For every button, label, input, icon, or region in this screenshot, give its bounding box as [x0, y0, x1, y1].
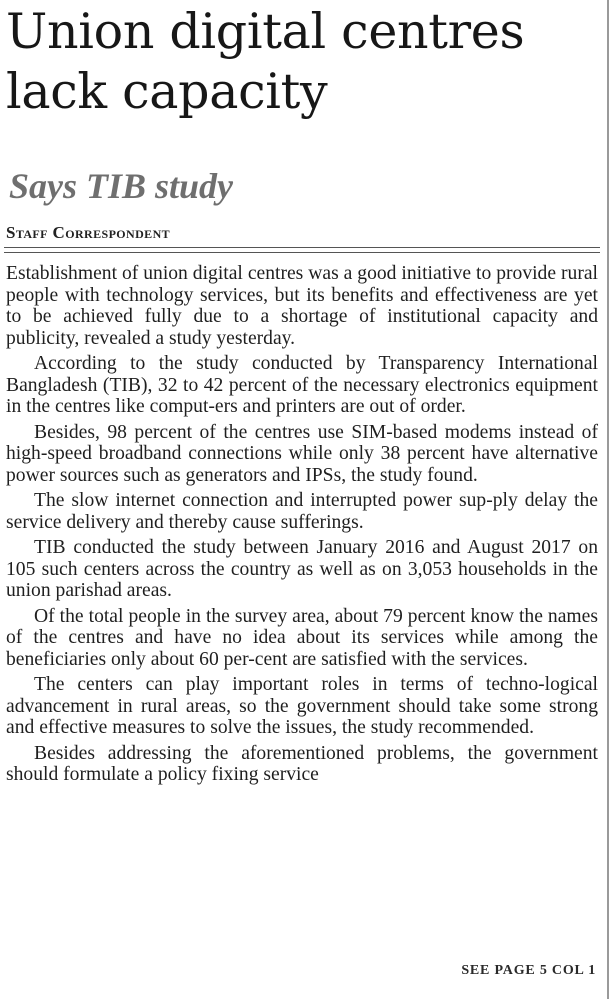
- column-rule: [607, 0, 609, 999]
- paragraph: According to the study conducted by Transparency International Bangladesh (TIB), 32 to 42 percent of the necessary electronics equipment in the centres like comput-ers and printers are out of order.: [6, 353, 598, 417]
- byline-divider-bottom: [4, 252, 600, 253]
- byline: Staff Correspondent: [6, 223, 171, 242]
- article-body: [6, 263, 598, 790]
- continuation-jump-line: SEE PAGE 5 COL 1: [461, 963, 596, 978]
- paragraph: The centers can play important roles in terms of techno-logical advancement in rural areas, so the government should take some strong and effective measures to solve the issues, the study recommended.: [6, 674, 598, 738]
- byline-divider-top: [4, 247, 600, 248]
- subheadline: Says TIB study: [9, 166, 234, 206]
- paragraph: The slow internet connection and interrupted power sup-ply delay the service delivery and thereby cause sufferings.: [6, 490, 598, 533]
- paragraph: TIB conducted the study between January 2016 and August 2017 on 105 such centers across the country as well as on 3,053 households in the union parishad areas.: [6, 537, 598, 601]
- paragraph: Besides addressing the aforementioned problems, the government should formulate a policy fixing service: [6, 742, 598, 785]
- paragraph: Of the total people in the survey area, about 79 percent know the names of the centres and have no idea about its services while among the beneficiaries only about 60 per-cent are satisfied with the services.: [6, 605, 598, 670]
- headline: Union digital centres lack capacity: [6, 3, 525, 120]
- paragraph: Establishment of union digital centres was a good initiative to provide rural people with technology services, but its benefits and effectiveness are yet to be achieved fully due to a shortage of institutional capacity and publicity, revealed a study yesterday.: [6, 263, 598, 349]
- paragraph: Besides, 98 percent of the centres use SIM-based modems instead of high-speed broadband connections while only 38 percent have alternative power sources such as generators and IPSs, the study found.: [6, 421, 598, 486]
